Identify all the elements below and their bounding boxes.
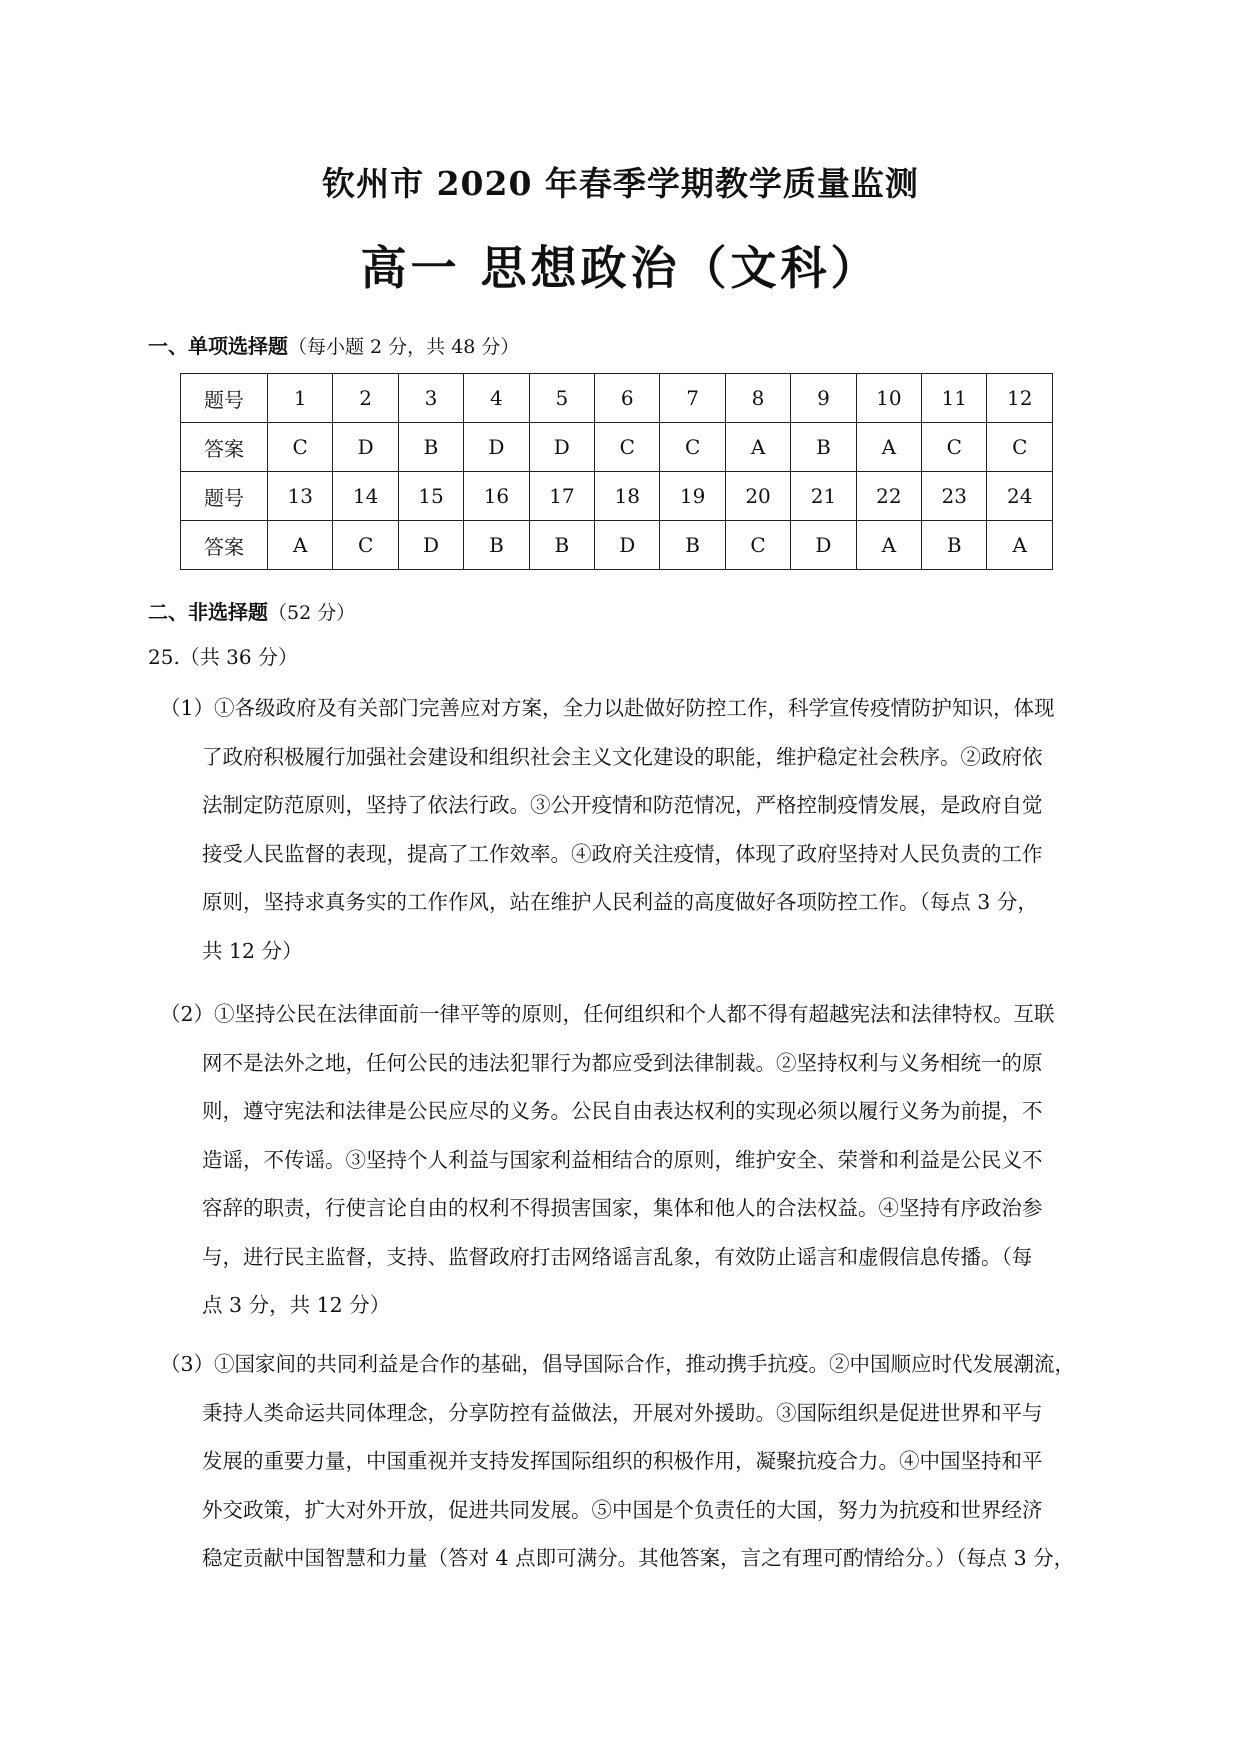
answer-line: 点 3 分，共 12 分） [202, 1293, 391, 1317]
answer-line: 共 12 分） [202, 938, 303, 963]
table-cell: 2 [333, 374, 398, 423]
answer-line: 秉持人类命运共同体理念，分享防控有益做法，开展对外援助。③国际组织是促进世界和平与 [202, 1400, 1043, 1425]
answer-line: 原则，坚持求真务实的工作作风，站在维护人民利益的高度做好各项防控工作。（每点 3 分， [202, 890, 1038, 914]
question-25-label: 25.（共 36 分） [148, 645, 298, 669]
section2-note: （52 分） [268, 602, 356, 624]
table-cell: B [398, 423, 463, 472]
table-cell: 16 [464, 472, 529, 521]
answer-line: 稳定贡献中国智慧和力量（答对 4 点即可满分。其他答案，言之有理可酌情给分。）（每点 3 分， [202, 1546, 1075, 1570]
table-cell: 4 [464, 374, 529, 423]
answer-part-3 [160, 1340, 1085, 1583]
table-row-header: 题号 [181, 374, 268, 423]
table-cell: A [268, 521, 333, 570]
section2-title: 二、非选择题 [148, 600, 268, 624]
table-cell: 21 [791, 472, 856, 521]
table-cell: 10 [856, 374, 921, 423]
answer-line: 了政府积极履行加强社会建设和组织社会主义文化建设的职能，维护稳定社会秩序。②政府依 [202, 744, 1043, 769]
answer-line: （2）①坚持公民在法律面前一律平等的原则，任何组织和个人都不得有超越宪法和法律特权。互联 [160, 1002, 1055, 1026]
answer-line: 造谣，不传谣。③坚持个人利益与国家利益相结合的原则，维护安全、荣誉和利益是公民义不 [202, 1147, 1043, 1172]
answer-part-1 [160, 684, 1085, 975]
table-cell: 5 [529, 374, 594, 423]
answer-line: 接受人民监督的表现，提高了工作效率。④政府关注疫情，体现了政府坚持对人民负责的工作 [202, 841, 1043, 866]
answer-line: 与，进行民主监督，支持、监督政府打击网络谣言乱象，有效防止谣言和虚假信息传播。（每 [202, 1244, 1033, 1269]
table-cell: D [464, 423, 529, 472]
table-cell: B [660, 521, 725, 570]
table-cell: B [922, 521, 987, 570]
table-cell: 23 [922, 472, 987, 521]
table-cell: D [529, 423, 594, 472]
table-cell: D [398, 521, 463, 570]
table-cell: 20 [725, 472, 790, 521]
table-cell: D [595, 521, 660, 570]
table-cell: 15 [398, 472, 463, 521]
table-cell: C [268, 423, 333, 472]
table-cell: 11 [922, 374, 987, 423]
table-cell: B [464, 521, 529, 570]
table-cell: 9 [791, 374, 856, 423]
table-cell: C [987, 423, 1053, 472]
table-cell: 7 [660, 374, 725, 423]
table-cell: 24 [987, 472, 1053, 521]
table-cell: C [333, 521, 398, 570]
answer-line: 则，遵守宪法和法律是公民应尽的义务。公民自由表达权利的实现必须以履行义务为前提，不 [202, 1099, 1043, 1123]
table-row-header: 答案 [181, 423, 268, 472]
table-row [181, 374, 1053, 423]
table-cell: D [791, 521, 856, 570]
table-cell: A [856, 521, 921, 570]
section1-note: （每小题 2 分，共 48 分） [288, 336, 520, 358]
answer-line: 发展的重要力量，中国重视并支持发挥国际组织的积极作用，凝聚抗疫合力。④中国坚持和平 [202, 1449, 1043, 1473]
table-row-header: 题号 [181, 472, 268, 521]
table-cell: A [856, 423, 921, 472]
table-cell: C [595, 423, 660, 472]
table-cell: 18 [595, 472, 660, 521]
answer-line: （1）①各级政府及有关部门完善应对方案，全力以赴做好防控工作，科学宣传疫情防护知识，体现 [160, 696, 1055, 720]
answer-table [180, 373, 1053, 570]
table-cell: 12 [987, 374, 1053, 423]
table-cell: D [333, 423, 398, 472]
table-row [181, 521, 1053, 570]
table-cell: 3 [398, 374, 463, 423]
table-cell: 13 [268, 472, 333, 521]
answer-line: 容辞的职责，行使言论自由的权利不得损害国家，集体和他人的合法权益。④坚持有序政治参 [202, 1196, 1043, 1220]
table-cell: 8 [725, 374, 790, 423]
table-cell: A [725, 423, 790, 472]
table-cell: 1 [268, 374, 333, 423]
section1-heading [148, 330, 519, 359]
table-cell: B [529, 521, 594, 570]
answer-line: 法制定防范原则，坚持了依法行政。③公开疫情和防范情况，严格控制疫情发展，是政府自觉 [202, 793, 1043, 817]
table-cell: 22 [856, 472, 921, 521]
document-title: 钦州市 2020 年春季学期教学质量监测 [322, 164, 919, 203]
table-cell: C [725, 521, 790, 570]
table-cell: 17 [529, 472, 594, 521]
answer-line: 外交政策，扩大对外开放，促进共同发展。⑤中国是个负责任的大国，努力为抗疫和世界经济 [202, 1497, 1043, 1522]
table-cell: 6 [595, 374, 660, 423]
section2-heading [148, 596, 355, 625]
table-cell: A [987, 521, 1053, 570]
table-cell: B [791, 423, 856, 472]
table-cell: C [660, 423, 725, 472]
section1-title: 一、单项选择题 [148, 334, 288, 358]
answer-line: （3）①国家间的共同利益是合作的基础，倡导国际合作，推动携手抗疫。②中国顺应时代发展潮流， [160, 1352, 1076, 1376]
answer-line: 网不是法外之地，任何公民的违法犯罪行为都应受到法律制裁。②坚持权利与义务相统一的原 [202, 1050, 1043, 1075]
table-cell: 19 [660, 472, 725, 521]
table-row [181, 472, 1053, 521]
table-row [181, 423, 1053, 472]
answer-part-2 [160, 990, 1085, 1330]
document-subtitle: 高一 思想政治（文科） [360, 241, 881, 295]
table-cell: C [922, 423, 987, 472]
table-row-header: 答案 [181, 521, 268, 570]
table-cell: 14 [333, 472, 398, 521]
